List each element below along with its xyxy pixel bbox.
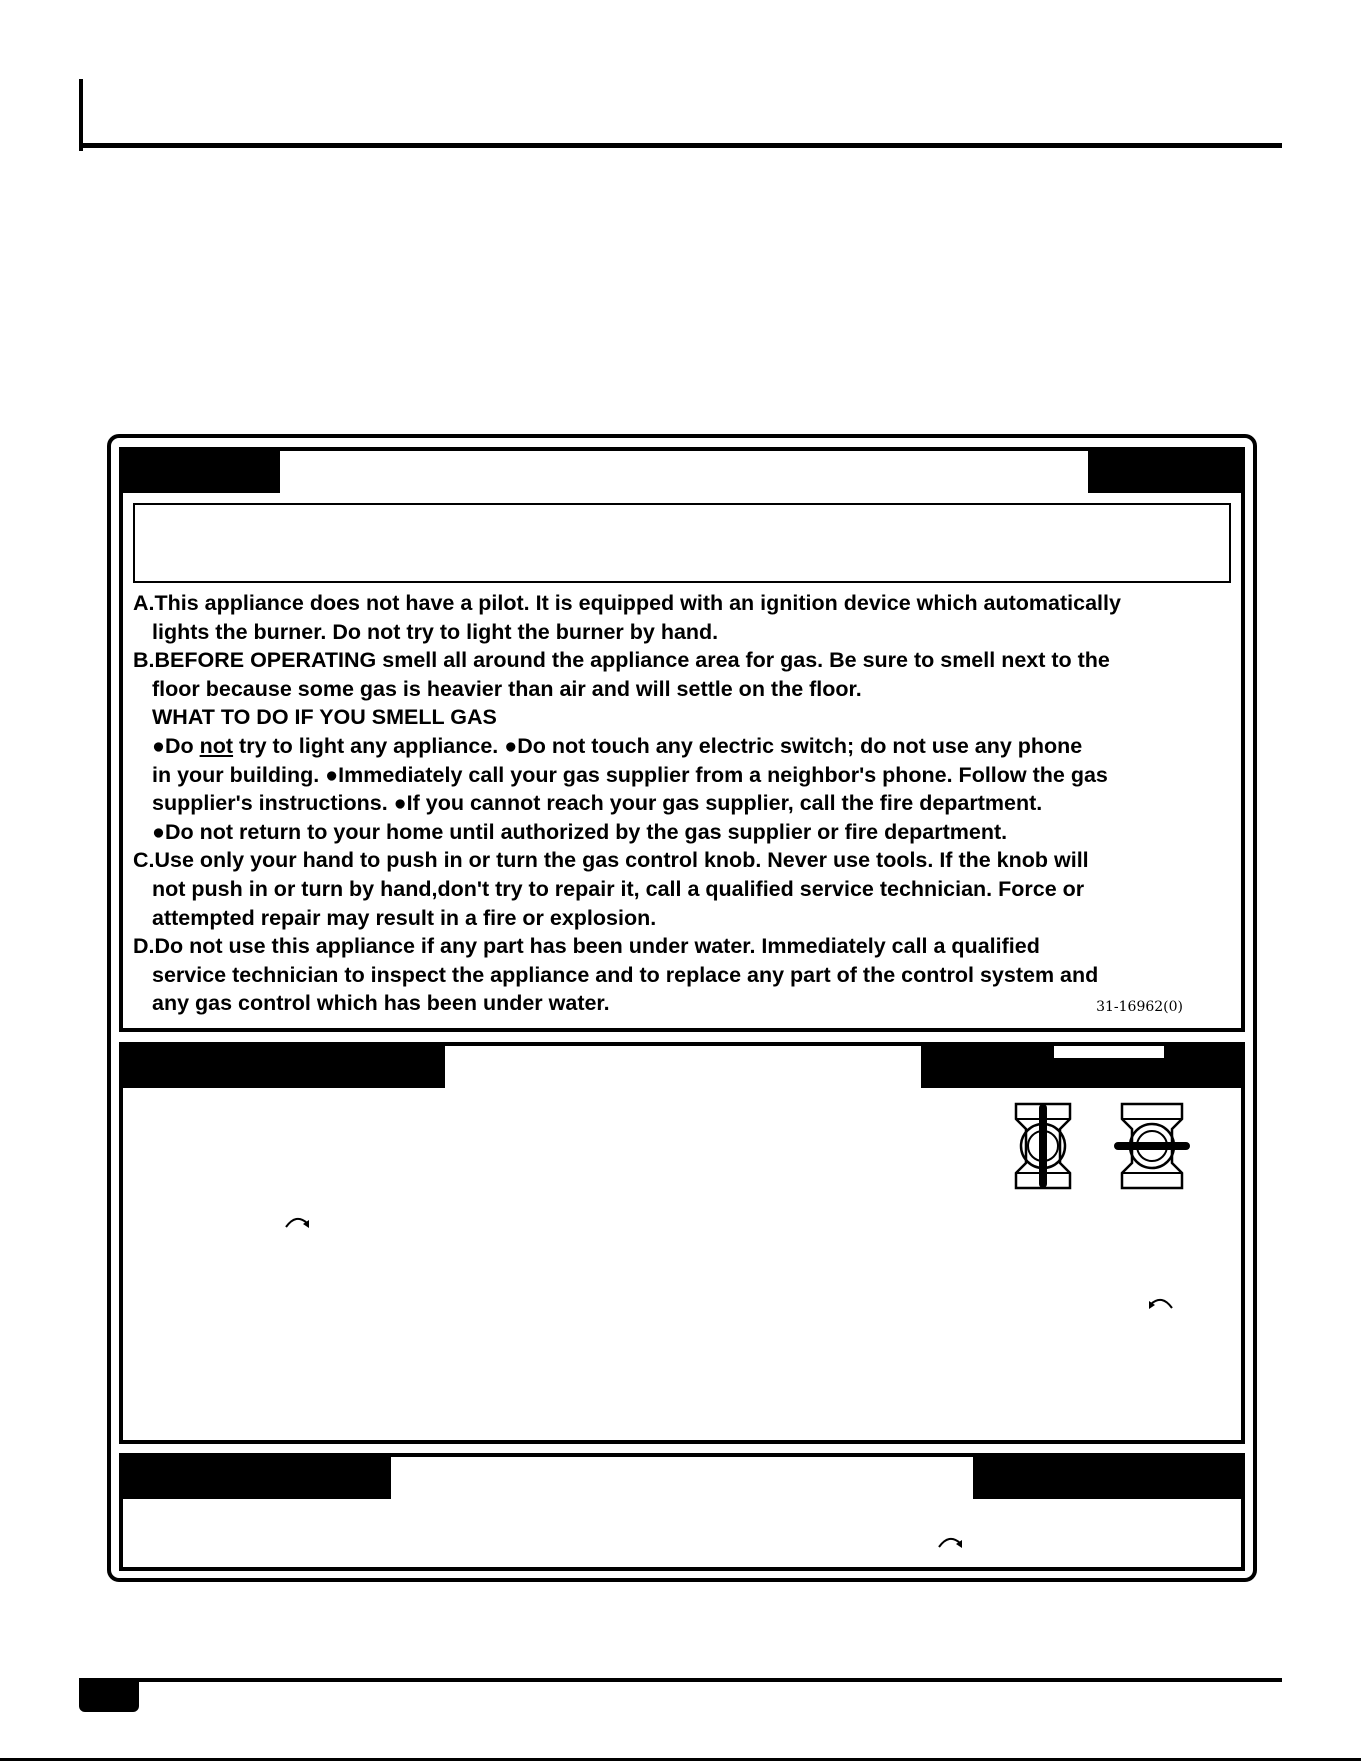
item-c-line-1: C.Use only your hand to push in or turn the gas control knob. Never use tools. If the knob will (133, 848, 1089, 873)
label-code: 31-16962(0) (1096, 999, 1183, 1015)
header-rule (79, 143, 1282, 148)
safety-header-left-bar (123, 451, 280, 493)
item-b-line-4 (133, 732, 1243, 761)
bullet-do: ●Do (152, 733, 200, 758)
counterclockwise-arrow-icon (1145, 1292, 1175, 1314)
safety-instructions (133, 589, 1243, 1018)
item-b-line-7: ●Do not return to your home until authorized by the gas supplier or fire department. (152, 819, 1008, 844)
header-notch (1054, 1046, 1164, 1058)
turn-off-panel (119, 1453, 1245, 1571)
operating-panel (119, 1042, 1245, 1444)
safety-header-right-bar (1088, 451, 1241, 493)
safety-panel (119, 447, 1245, 1032)
item-a-line-1: A.This appliance does not have a pilot. It is equipped with an ignition device which automatically (133, 591, 1121, 615)
item-d-line-2: service technician to inspect the appliance and to replace any part of the control system and (152, 962, 1099, 987)
item-c-line-3: attempted repair may result in a fire or explosion. (152, 905, 657, 930)
not-underlined: not (199, 733, 234, 758)
turn-off-header-right-bar (973, 1457, 1241, 1499)
item-b-line-5: in your building. ●Immediately call your gas supplier from a neighbor's phone. Follow the gas (152, 762, 1108, 787)
smell-gas-heading: WHAT TO DO IF YOU SMELL GAS (152, 705, 497, 730)
clockwise-arrow-icon (283, 1211, 313, 1233)
knob-on-icon (1008, 1101, 1078, 1191)
footer-rule (79, 1678, 1282, 1682)
item-c-line-2: not push in or turn by hand,don't try to repair it, call a qualified service technician. Force or (152, 876, 1085, 901)
item-a-line-2: lights the burner. Do not try to light the burner by hand. (152, 619, 719, 644)
bullet-rest: try to light any appliance. ●Do not touch any electric switch; do not use any phone (233, 733, 1083, 758)
item-d-line-1: D.Do not use this appliance if any part has been under water. Immediately call a qualified (133, 934, 1040, 959)
item-b-line-6: supplier's instructions. ●If you cannot reach your gas supplier, call the fire department. (152, 791, 1043, 816)
knob-off-icon (1112, 1101, 1192, 1191)
page-number-tab (79, 1680, 139, 1712)
item-b-line-2: floor because some gas is heavier than air and will settle on the floor. (152, 676, 862, 701)
warning-box (133, 503, 1231, 583)
header-rule-vertical (79, 79, 83, 151)
turn-off-header-left-bar (123, 1457, 391, 1499)
operating-header-left-bar (123, 1046, 445, 1088)
item-b-line-1: B.BEFORE OPERATING smell all around the appliance area for gas. Be sure to smell next to the (133, 648, 1110, 673)
item-d-line-3: any gas control which has been under water. (152, 991, 610, 1016)
clockwise-arrow-icon (936, 1531, 966, 1553)
